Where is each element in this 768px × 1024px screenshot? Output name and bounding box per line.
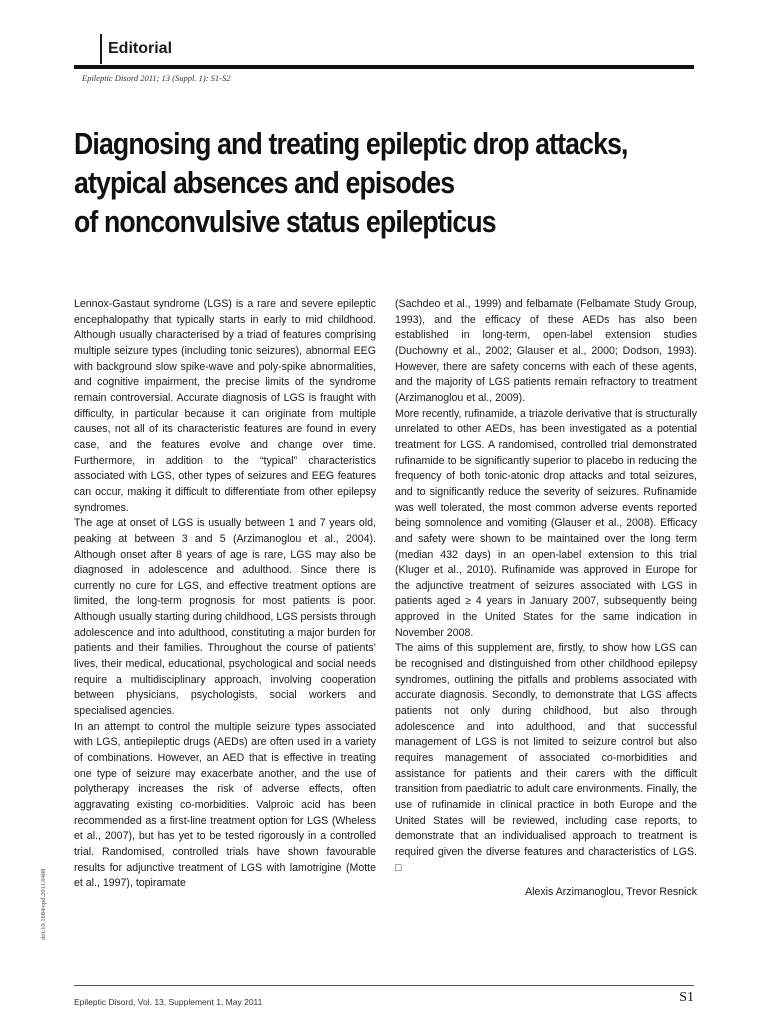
left-column	[74, 297, 376, 892]
doi-label: doi:10.1684/epd.2011.0408	[40, 868, 47, 940]
paragraph: More recently, rufinamide, a triazole derivative that is structurally unrelated to other AEDs, has been investigated as a potential treatment for LGS. A randomised, controlled trial demonstrated rufinamide to be significantly superior to placebo in reducing the frequency of both tonic-atonic drop attacks and total seizures, and to significantly reduce the severity of seizures. Rufinamide was well tolerated, the most common adverse events reported being somnolence and vomiting (Glauser et al., 2008). Efficacy and safety were shown to be maintained over the long term (median 432 days) in an open-label extension to this trial (Kluger et al., 2010). Rufinamide was approved in Europe for the adjunctive treatment of seizures associated with LGS in patients aged ≥ 4 years in January 2007, subsequently being approved in the United States for the same indication in November 2008.	[395, 407, 697, 639]
article-title	[74, 124, 628, 241]
author-signature: Alexis Arzimanoglou, Trevor Resnick	[525, 886, 697, 899]
title-line: atypical absences and episodes	[74, 165, 455, 200]
journal-citation: Epileptic Disord 2011; 13 (Suppl. 1): S1-S2	[82, 73, 231, 83]
paragraph: The age at onset of LGS is usually between 1 and 7 years old, peaking at between 3 and 5 (Arzimanoglou et al., 2004). Although onset after 8 years of age is rare, LGS may also be diagnosed in adolescence and adulthood. Since there is currently no cure for LGS, and effective treatment options are limited, the long-term prognosis for most patients is poor. Although usually starting during childhood, LGS persists through adolescence and into adulthood, constituting a major burden for patients and their families. Throughout the course of patients’ lives, their medical, educational, psychological and social needs require a multidisciplinary approach, involving cooperation between physicians, psychologists, social workers and specialised agencies.	[74, 517, 376, 718]
title-line: Diagnosing and treating epileptic drop attacks,	[74, 126, 628, 161]
right-column	[395, 297, 697, 901]
header-rule	[74, 65, 694, 69]
page-number: S1	[679, 990, 694, 1005]
section-label: Editorial	[108, 40, 173, 57]
paragraph: In an attempt to control the multiple seizure types associated with LGS, antiepileptic drugs (AEDs) are often used in a variety of combinations. However, an AED that is effective in treating one type of seizure may exacerbate another, and the use of polytherapy increases the risk of adverse effects, often aggravating existing co-morbidities. Valproic acid has been recommended as a first-line treatment option for LGS (Wheless et al., 2007), but has yet to be tested rigorously in a controlled trial. Randomised, controlled trials have shown favourable results for adjunctive treatment of LGS with lamotrigine (Motte et al., 1997), topiramate	[74, 720, 376, 890]
section-divider	[100, 34, 102, 64]
footer-rule	[74, 985, 694, 986]
paragraph: The aims of this supplement are, firstly, to show how LGS can be recognised and distinguished from other childhood epilepsy syndromes, outlining the pitfalls and problems associated with accurate diagnosis. Secondly, to demonstrate that LGS affects patients not only during childhood, but also through adolescence and into adulthood, and that successful management of LGS is not limited to seizure control but also requires management of associated co-morbidities and assistance for patients and their carers with the difficult transition from paediatric to adult care environments. Finally, the use of rufinamide in clinical practice in both Europe and the United States will be reviewed, including case reports, to demonstrate that an individualised approach to treatment is required given the diverse features and characteristics of LGS. □	[395, 642, 697, 874]
footer-journal: Epileptic Disord, Vol. 13, Supplement 1, May 2011	[74, 997, 263, 1007]
paragraph: Lennox-Gastaut syndrome (LGS) is a rare and severe epileptic encephalopathy that typically starts in early to mid childhood. Although usually characterised by a triad of features comprising multiple seizure types (including tonic seizures), abnormal EEG with background slow spike-wave and poly-spike abnormalities, and cognitive impairment, the precise limits of the syndrome remain controversial. Accurate diagnosis of LGS is fraught with difficulty, in particular because it can originate from multiple causes, not all of its characteristic features are found in every case, and the features evolve and change over time. Furthermore, in addition to the “typical” characteristics associated with LGS, other types of seizures and EEG features can occur, making it difficult to differentiate from other epilepsy syndromes.	[74, 298, 376, 514]
title-line: of nonconvulsive status epilepticus	[74, 204, 496, 239]
paragraph: (Sachdeo et al., 1999) and felbamate (Felbamate Study Group, 1993), and the efficacy of these AEDs has also been established in long-term, open-label extension studies (Duchowny et al., 2002; Glauser et al., 2000; Dodson, 1993). However, there are safety concerns with each of these agents, and the majority of LGS patients remain refractory to treatment (Arzimanoglou et al., 2009).	[395, 298, 697, 404]
